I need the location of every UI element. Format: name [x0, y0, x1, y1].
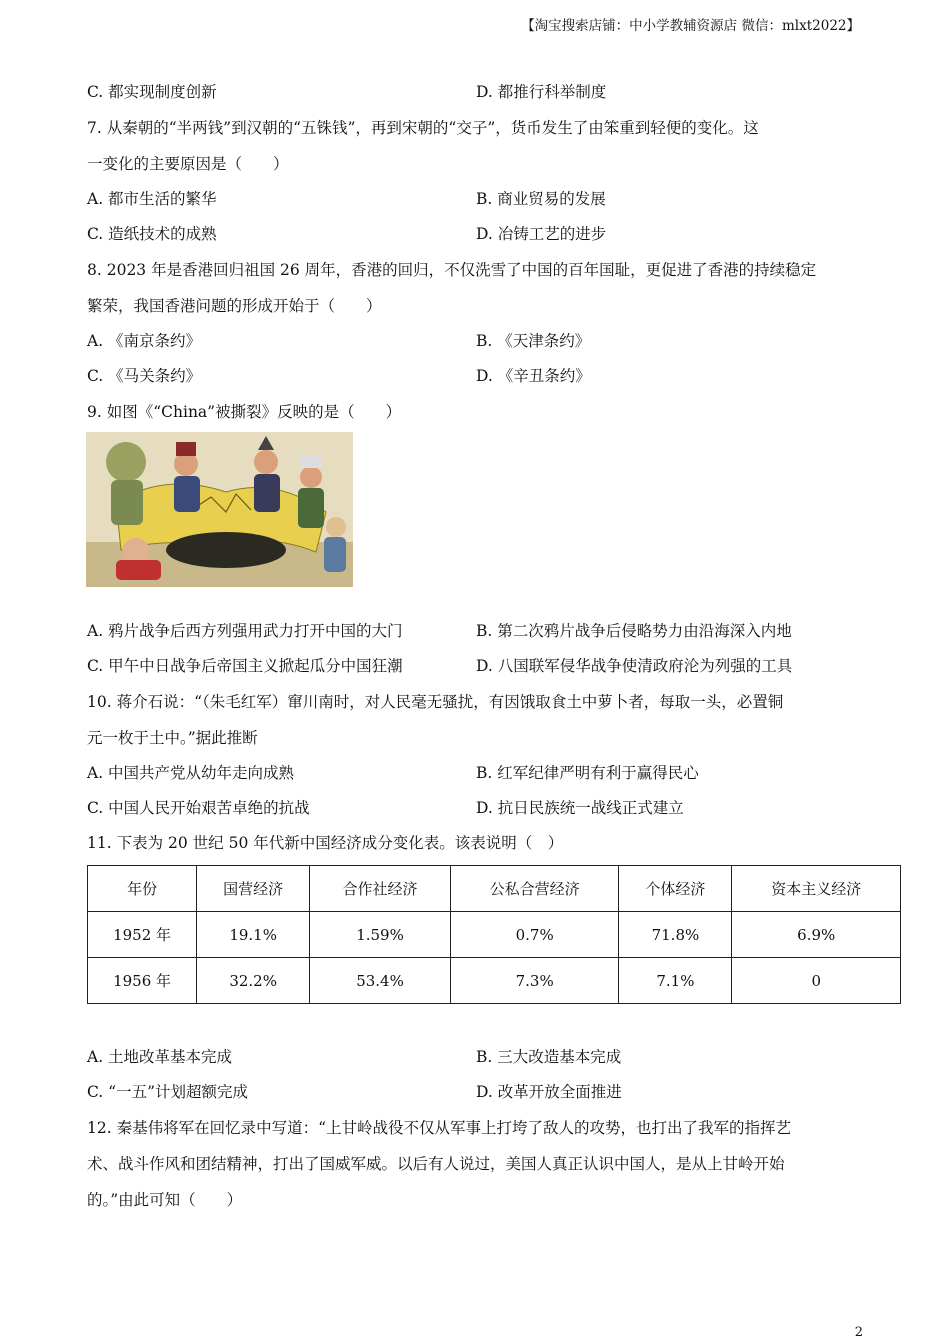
q9-option-d: D. 八国联军侵华战争使清政府沦为列强的工具 [476, 657, 793, 675]
q11-option-d: D. 改革开放全面推进 [476, 1083, 622, 1101]
table-header-cell: 资本主义经济 [732, 866, 901, 912]
table-header-cell: 公私合营经济 [450, 866, 619, 912]
page-number: 2 [854, 1325, 863, 1340]
table-header-cell: 个体经济 [619, 866, 732, 912]
q8-option-a: A. 《南京条约》 [87, 332, 202, 350]
table-cell: 1.59% [310, 912, 451, 958]
table-cell: 1952 年 [88, 912, 197, 958]
table-cell: 19.1% [197, 912, 310, 958]
q12-stem-line3: 的。”由此可知（ ） [87, 1191, 243, 1209]
table-header-cell: 合作社经济 [310, 866, 451, 912]
q10-option-b: B. 红军纪律严明有利于赢得民心 [476, 764, 699, 782]
q9-option-b: B. 第二次鸦片战争后侵略势力由沿海深入内地 [476, 622, 792, 640]
table-header-cell: 国营经济 [197, 866, 310, 912]
china-torn-cartoon-image [86, 432, 353, 587]
q6-option-c: C. 都实现制度创新 [87, 83, 217, 101]
table-header-cell: 年份 [88, 866, 197, 912]
economy-composition-table [87, 865, 901, 1004]
q8-option-c: C. 《马关条约》 [87, 367, 202, 385]
q7-option-c: C. 造纸技术的成熟 [87, 225, 217, 243]
page-header: 【淘宝搜索店铺：中小学教辅资源店 微信：mlxt2022】 [521, 18, 860, 34]
q8-option-b: B. 《天津条约》 [476, 332, 591, 350]
table-cell: 71.8% [619, 912, 732, 958]
q10-stem-line2: 元一枚于土中。”据此推断 [87, 729, 258, 747]
q11-stem: 11. 下表为 20 世纪 50 年代新中国经济成分变化表。该表说明（ ） [87, 834, 564, 852]
q8-option-d: D. 《辛丑条约》 [476, 367, 591, 385]
q10-option-a: A. 中国共产党从幼年走向成熟 [87, 764, 295, 782]
q7-stem-line2: 一变化的主要原因是（ ） [87, 155, 289, 173]
q10-option-c: C. 中国人民开始艰苦卓绝的抗战 [87, 799, 310, 817]
table-cell: 0.7% [450, 912, 619, 958]
table-cell: 1956 年 [88, 958, 197, 1004]
q9-stem: 9. 如图《“China”被撕裂》反映的是（ ） [87, 403, 402, 421]
q12-stem-line1: 12. 秦基伟将军在回忆录中写道：“上甘岭战役不仅从军事上打垮了敌人的攻势，也打出了我军的指挥艺 [87, 1119, 792, 1137]
q10-stem-line1: 10. 蒋介石说：“（朱毛红军）窜川南时，对人民毫无骚扰，有因饿取食土中萝卜者，每取一头，必置铜 [87, 693, 784, 711]
table-cell: 6.9% [732, 912, 901, 958]
q6-option-d: D. 都推行科举制度 [476, 83, 607, 101]
q11-option-c: C. “一五”计划超额完成 [87, 1083, 249, 1101]
q8-stem-line1: 8. 2023 年是香港回归祖国 26 周年，香港的回归，不仅洗雪了中国的百年国耻，更促进了香港的持续稳定 [87, 261, 817, 279]
table-cell: 53.4% [310, 958, 451, 1004]
q8-stem-line2: 繁荣，我国香港问题的形成开始于（ ） [87, 297, 382, 315]
q11-option-a: A. 土地改革基本完成 [87, 1048, 233, 1066]
q9-option-c: C. 甲午中日战争后帝国主义掀起瓜分中国狂潮 [87, 657, 403, 675]
q7-option-b: B. 商业贸易的发展 [476, 190, 606, 208]
q9-option-a: A. 鸦片战争后西方列强用武力打开中国的大门 [87, 622, 403, 640]
table-cell: 0 [732, 958, 901, 1004]
q12-stem-line2: 术、战斗作风和团结精神，打出了国威军威。以后有人说过，美国人真正认识中国人，是从上甘岭开始 [87, 1155, 785, 1173]
table-row [88, 958, 901, 1004]
table-cell: 32.2% [197, 958, 310, 1004]
q7-option-d: D. 冶铸工艺的进步 [476, 225, 607, 243]
table-cell: 7.1% [619, 958, 732, 1004]
q7-option-a: A. 都市生活的繁华 [87, 190, 217, 208]
q7-stem-line1: 7. 从秦朝的“半两钱”到汉朝的“五铢钱”，再到宋朝的“交子”，货币发生了由笨重到轻便的变化。这 [87, 119, 759, 137]
table-header-row [88, 866, 901, 912]
q10-option-d: D. 抗日民族统一战线正式建立 [476, 799, 684, 817]
table-row [88, 912, 901, 958]
q11-option-b: B. 三大改造基本完成 [476, 1048, 622, 1066]
table-cell: 7.3% [450, 958, 619, 1004]
